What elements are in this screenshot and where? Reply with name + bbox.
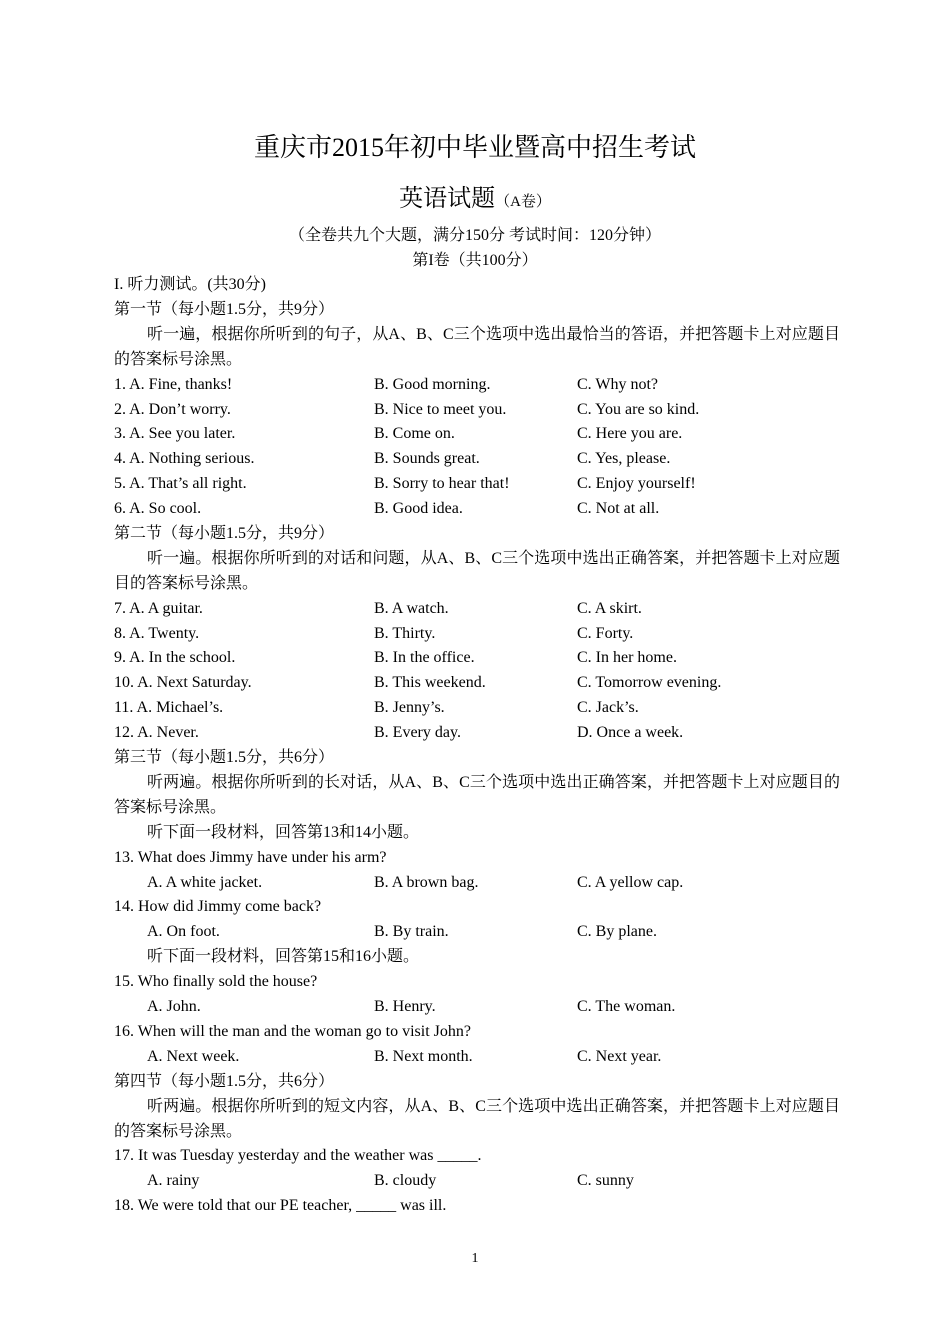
part1-heading: I. 听力测试。(共30分) [114,276,266,293]
section3-heading: 第三节（每小题1.5分，共6分） [114,749,335,767]
options-row [114,995,840,1020]
option-a: 12. A. Never. [114,724,199,742]
section1-instruction: 听一遍，根据你所听到的句子，从A、B、C三个选项中选出最恰当的答语，并把答题卡上对应题目的答案标号涂黑。 [114,325,840,368]
option-b: B. This weekend. [374,674,486,692]
options-row [114,871,840,896]
option-a: 10. A. Next Saturday. [114,674,252,692]
option-c: C. In her home. [577,649,677,667]
option-c: C. Tomorrow evening. [577,674,722,692]
option-a: 9. A. In the school. [114,649,236,667]
subtitle-text: 英语试题 [399,186,496,212]
option-c: C. sunny [577,1172,634,1190]
option-b: B. A watch. [374,599,449,617]
material-note: 听下面一段材料，回答第15和16小题。 [147,948,420,966]
option-c: C. Next year. [577,1047,662,1065]
option-b: B. Nice to meet you. [374,400,507,418]
exam-title: 重庆市2015年初中毕业暨高中招生考试 [253,133,696,162]
section4-heading: 第四节（每小题1.5分，共6分） [114,1072,335,1090]
option-b: B. Thirty. [374,624,436,642]
question-row [114,447,840,472]
question-row [114,597,840,622]
question-text: 15. Who finally sold the house? [114,973,318,991]
option-c: C. A yellow cap. [577,873,684,891]
exam-subtitle [0,182,950,219]
option-c: D. Once a week. [577,724,684,742]
option-c: C. Yes, please. [577,450,671,468]
subtitle-note: （A卷） [495,194,551,210]
question-text: 17. It was Tuesday yesterday and the weather was _____. [114,1147,482,1165]
question-row [114,373,840,398]
option-a: A. On foot. [147,923,220,941]
section2-instruction: 听一遍。根据你所听到的对话和问题，从A、B、C三个选项中选出正确答案，并把答题卡上对应题目的答案标号涂黑。 [114,549,840,592]
option-a: 8. A. Twenty. [114,624,200,642]
option-b: B. cloudy [374,1172,437,1190]
question-row [114,721,840,746]
option-a: 6. A. So cool. [114,500,202,518]
material-note: 听下面一段材料，回答第13和14小题。 [147,823,420,841]
option-b: B. By train. [374,923,449,941]
option-c: C. Why not? [577,375,659,393]
option-a: A. A white jacket. [147,873,263,891]
question-text: 16. When will the man and the woman go to visit John? [114,1022,471,1040]
option-b: B. Come on. [374,425,455,443]
option-b: B. Good idea. [374,500,463,518]
question-row [114,398,840,423]
options-row [114,920,840,945]
option-c: C. Here you are. [577,425,683,443]
option-a: 11. A. Michael’s. [114,699,224,717]
options-row [114,1045,840,1070]
option-b: B. Next month. [374,1047,473,1065]
section2-heading: 第二节（每小题1.5分，共9分） [114,524,335,542]
question-row [114,472,840,497]
option-b: B. In the office. [374,649,475,667]
option-a: 5. A. That’s all right. [114,475,247,493]
section4-instruction: 听两遍。根据你所听到的短文内容，从A、B、C三个选项中选出正确答案，并把答题卡上对应题目的答案标号涂黑。 [114,1097,840,1140]
section1-heading: 第一节（每小题1.5分，共9分） [114,300,335,318]
option-a: A. Next week. [147,1047,240,1065]
option-b: B. Sounds great. [374,450,480,468]
question-row [114,646,840,671]
option-c: C. The woman. [577,998,676,1016]
option-b: B. Sorry to hear that! [374,475,510,493]
option-b: B. Good morning. [374,375,491,393]
volume-heading: 第I卷（共100分） [412,252,538,269]
question-row [114,622,840,647]
option-a: A. rainy [147,1172,200,1190]
option-c: C. You are so kind. [577,400,700,418]
option-c: C. Jack’s. [577,699,639,717]
option-a: 1. A. Fine, thanks! [114,375,233,393]
question-row [114,497,840,522]
question-row [114,671,840,696]
section3-instruction: 听两遍。根据你所听到的长对话，从A、B、C三个选项中选出正确答案，并把答题卡上对应题目的答案标号涂黑。 [114,773,840,816]
option-a: A. John. [147,998,201,1016]
option-c: C. A skirt. [577,599,642,617]
option-c: C. Forty. [577,624,634,642]
exam-content [114,273,840,1219]
option-a: 3. A. See you later. [114,425,236,443]
page-number: 1 [471,1251,479,1266]
question-text: 18. We were told that our PE teacher, _____ was ill. [114,1197,447,1215]
question-text: 14. How did Jimmy come back? [114,898,322,916]
options-row [114,1169,840,1194]
question-row [114,422,840,447]
option-c: C. By plane. [577,923,657,941]
question-text: 13. What does Jimmy have under his arm? [114,848,387,866]
option-b: B. Jenny’s. [374,699,445,717]
option-c: C. Not at all. [577,500,660,518]
option-c: C. Enjoy yourself! [577,475,696,493]
option-a: 2. A. Don’t worry. [114,400,231,418]
option-b: B. Henry. [374,998,436,1016]
question-row [114,696,840,721]
exam-info: （全卷共九个大题，满分150分 考试时间：120分钟） [288,227,661,244]
option-b: B. A brown bag. [374,873,479,891]
option-a: 4. A. Nothing serious. [114,450,255,468]
option-a: 7. A. A guitar. [114,599,203,617]
option-b: B. Every day. [374,724,461,742]
